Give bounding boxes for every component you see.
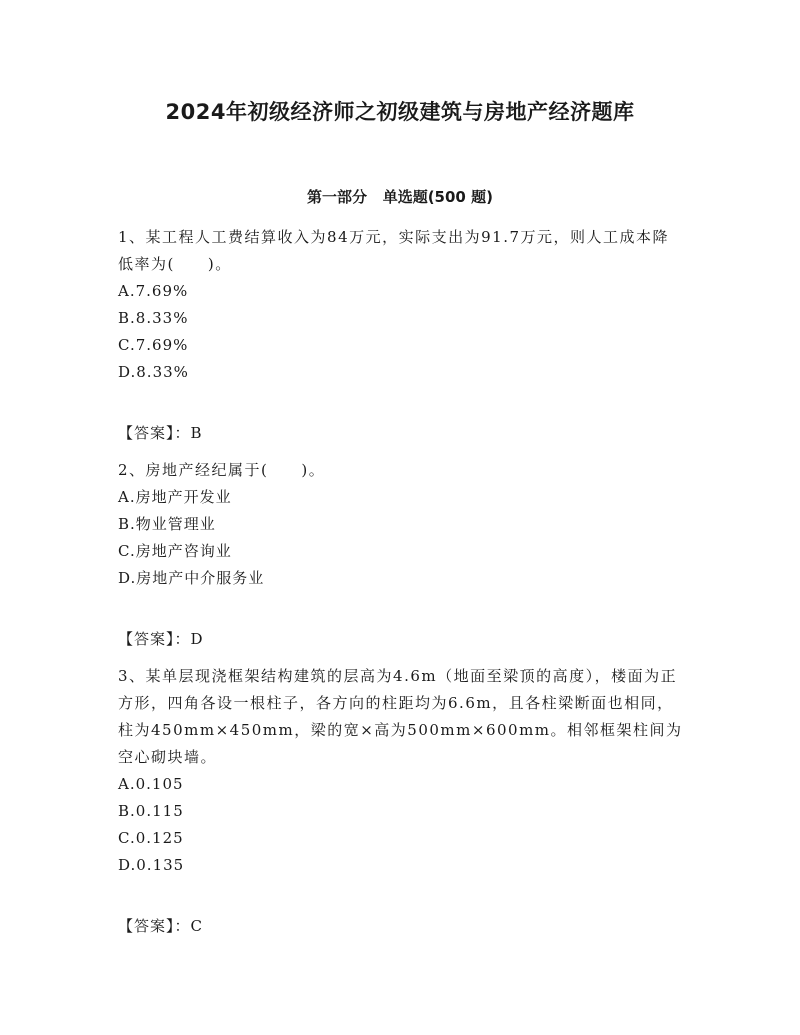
option-b: B.物业管理业 [118,515,216,533]
answer-1 [118,420,683,447]
question-list [118,224,683,940]
option-b: B.8.33% [118,309,189,327]
answer-2 [118,626,683,653]
question-3 [118,663,683,879]
section-title: 第一部分 单选题(500 题) [307,188,493,206]
option-a: A.房地产开发业 [118,488,232,506]
option-d: D.0.135 [118,856,185,874]
option-c: C.7.69% [118,336,189,354]
question-stem: 2、房地产经纪属于( )。 [118,461,326,479]
answer-value: D [190,630,204,648]
option-c: C.房地产咨询业 [118,542,232,560]
question-2 [118,457,683,592]
question-1 [118,224,683,386]
document-title: 2024年初级经济师之初级建筑与房地产经济题库 [165,100,635,124]
answer-label: 【答案】： [118,424,191,442]
question-stem: 1、某工程人工费结算收入为84万元，实际支出为91.7万元，则人工成本降低率为( )。 [118,228,670,273]
answer-3 [118,913,683,940]
question-stem: 3、某单层现浇框架结构建筑的层高为4.6m（地面至梁顶的高度），楼面为正方形，四角各设一根柱子，各方向的柱距均为6.6m，且各柱梁断面也相同，柱为450mm×450mm，梁的宽×高为500mm×600mm。相邻框架柱间为空心砌块墙。 [118,667,683,766]
answer-value: B [190,424,203,442]
answer-value: C [190,917,203,935]
option-a: A.7.69% [118,282,189,300]
option-c: C.0.125 [118,829,184,847]
option-d: D.8.33% [118,363,189,381]
option-a: A.0.105 [118,775,184,793]
answer-label: 【答案】： [118,917,191,935]
option-d: D.房地产中介服务业 [118,569,265,587]
answer-label: 【答案】： [118,630,191,648]
option-b: B.0.115 [118,802,184,820]
